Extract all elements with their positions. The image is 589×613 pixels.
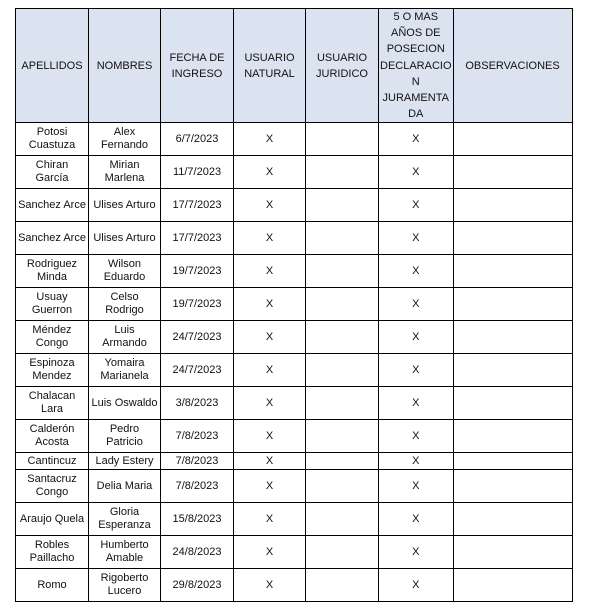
cell-fecha-de-ingreso: 15/8/2023 bbox=[161, 503, 234, 536]
cell-fecha-de-ingreso: 24/7/2023 bbox=[161, 321, 234, 354]
cell-usuario-juridico bbox=[306, 453, 379, 470]
cell-usuario-juridico bbox=[306, 536, 379, 569]
cell-declaracion-juramentada: X bbox=[379, 536, 454, 569]
cell-nombres: Mirian Marlena bbox=[89, 156, 161, 189]
cell-usuario-natural: X bbox=[234, 156, 306, 189]
cell-apellidos: Araujo Quela bbox=[16, 503, 89, 536]
cell-usuario-natural: X bbox=[234, 453, 306, 470]
cell-usuario-juridico bbox=[306, 354, 379, 387]
table-body bbox=[16, 123, 573, 602]
cell-usuario-natural: X bbox=[234, 536, 306, 569]
cell-usuario-natural: X bbox=[234, 420, 306, 453]
cell-apellidos: Sanchez Arce bbox=[16, 189, 89, 222]
cell-fecha-de-ingreso: 7/8/2023 bbox=[161, 470, 234, 503]
table-header bbox=[16, 9, 573, 123]
cell-observaciones bbox=[453, 569, 572, 602]
table-row bbox=[16, 123, 573, 156]
cell-observaciones bbox=[453, 503, 572, 536]
table-row bbox=[16, 222, 573, 255]
cell-apellidos: Espinoza Mendez bbox=[16, 354, 89, 387]
cell-observaciones bbox=[453, 123, 572, 156]
cell-fecha-de-ingreso: 6/7/2023 bbox=[161, 123, 234, 156]
header-usuario-juridico: USUARIO JURIDICO bbox=[306, 9, 379, 123]
cell-usuario-natural: X bbox=[234, 569, 306, 602]
cell-declaracion-juramentada: X bbox=[379, 288, 454, 321]
cell-apellidos: Chalacan Lara bbox=[16, 387, 89, 420]
cell-usuario-juridico bbox=[306, 470, 379, 503]
cell-observaciones bbox=[453, 288, 572, 321]
cell-usuario-natural: X bbox=[234, 222, 306, 255]
cell-usuario-natural: X bbox=[234, 189, 306, 222]
cell-nombres: Rigoberto Lucero bbox=[89, 569, 161, 602]
cell-fecha-de-ingreso: 19/7/2023 bbox=[161, 255, 234, 288]
cell-declaracion-juramentada: X bbox=[379, 503, 454, 536]
cell-nombres: Wilson Eduardo bbox=[89, 255, 161, 288]
header-row bbox=[16, 9, 573, 123]
cell-fecha-de-ingreso: 17/7/2023 bbox=[161, 222, 234, 255]
cell-fecha-de-ingreso: 3/8/2023 bbox=[161, 387, 234, 420]
table-row bbox=[16, 569, 573, 602]
cell-usuario-juridico bbox=[306, 420, 379, 453]
cell-apellidos: Méndez Congo bbox=[16, 321, 89, 354]
cell-apellidos: Santacruz Congo bbox=[16, 470, 89, 503]
cell-declaracion-juramentada: X bbox=[379, 420, 454, 453]
cell-observaciones bbox=[453, 387, 572, 420]
cell-usuario-juridico bbox=[306, 288, 379, 321]
cell-apellidos: Rodriguez Minda bbox=[16, 255, 89, 288]
cell-apellidos: Robles Paillacho bbox=[16, 536, 89, 569]
cell-nombres: Ulises Arturo bbox=[89, 222, 161, 255]
cell-declaracion-juramentada: X bbox=[379, 156, 454, 189]
cell-usuario-natural: X bbox=[234, 288, 306, 321]
cell-declaracion-juramentada: X bbox=[379, 470, 454, 503]
cell-declaracion-juramentada: X bbox=[379, 189, 454, 222]
table-row bbox=[16, 189, 573, 222]
cell-fecha-de-ingreso: 11/7/2023 bbox=[161, 156, 234, 189]
cell-nombres: Gloria Esperanza bbox=[89, 503, 161, 536]
cell-fecha-de-ingreso: 7/8/2023 bbox=[161, 453, 234, 470]
table-row bbox=[16, 387, 573, 420]
table-row bbox=[16, 288, 573, 321]
cell-usuario-juridico bbox=[306, 255, 379, 288]
header-nombres: NOMBRES bbox=[89, 9, 161, 123]
cell-nombres: Luis Oswaldo bbox=[89, 387, 161, 420]
cell-usuario-natural: X bbox=[234, 321, 306, 354]
cell-usuario-juridico bbox=[306, 503, 379, 536]
cell-fecha-de-ingreso: 29/8/2023 bbox=[161, 569, 234, 602]
cell-observaciones bbox=[453, 354, 572, 387]
cell-observaciones bbox=[453, 255, 572, 288]
cell-apellidos: Romo bbox=[16, 569, 89, 602]
cell-nombres: Pedro Patricio bbox=[89, 420, 161, 453]
cell-fecha-de-ingreso: 24/7/2023 bbox=[161, 354, 234, 387]
cell-apellidos: Chiran García bbox=[16, 156, 89, 189]
cell-declaracion-juramentada: X bbox=[379, 222, 454, 255]
cell-declaracion-juramentada: X bbox=[379, 255, 454, 288]
cell-apellidos: Usuay Guerron bbox=[16, 288, 89, 321]
cell-apellidos: Potosi Cuastuza bbox=[16, 123, 89, 156]
header-observaciones: OBSERVACIONES bbox=[453, 9, 572, 123]
cell-declaracion-juramentada: X bbox=[379, 321, 454, 354]
cell-declaracion-juramentada: X bbox=[379, 387, 454, 420]
cell-usuario-natural: X bbox=[234, 354, 306, 387]
header-declaracion-juramentada: 5 O MAS AÑOS DE POSECION DECLARACIO N JURAMENTA DA bbox=[379, 9, 454, 123]
cell-observaciones bbox=[453, 156, 572, 189]
table-row bbox=[16, 536, 573, 569]
cell-nombres: Celso Rodrigo bbox=[89, 288, 161, 321]
cell-observaciones bbox=[453, 420, 572, 453]
header-usuario-natural: USUARIO NATURAL bbox=[234, 9, 306, 123]
cell-observaciones bbox=[453, 536, 572, 569]
table-row bbox=[16, 156, 573, 189]
cell-fecha-de-ingreso: 7/8/2023 bbox=[161, 420, 234, 453]
cell-usuario-juridico bbox=[306, 189, 379, 222]
registry-table bbox=[15, 8, 573, 602]
cell-usuario-natural: X bbox=[234, 255, 306, 288]
cell-apellidos: Sanchez Arce bbox=[16, 222, 89, 255]
cell-fecha-de-ingreso: 17/7/2023 bbox=[161, 189, 234, 222]
cell-usuario-natural: X bbox=[234, 503, 306, 536]
cell-observaciones bbox=[453, 321, 572, 354]
cell-observaciones bbox=[453, 453, 572, 470]
cell-usuario-natural: X bbox=[234, 470, 306, 503]
cell-observaciones bbox=[453, 222, 572, 255]
cell-observaciones bbox=[453, 470, 572, 503]
cell-declaracion-juramentada: X bbox=[379, 569, 454, 602]
cell-nombres: Yomaira Marianela bbox=[89, 354, 161, 387]
header-fecha-de-ingreso: FECHA DE INGRESO bbox=[161, 9, 234, 123]
cell-fecha-de-ingreso: 19/7/2023 bbox=[161, 288, 234, 321]
table-row bbox=[16, 453, 573, 470]
cell-nombres: Lady Estery bbox=[89, 453, 161, 470]
cell-fecha-de-ingreso: 24/8/2023 bbox=[161, 536, 234, 569]
cell-usuario-juridico bbox=[306, 123, 379, 156]
cell-usuario-juridico bbox=[306, 569, 379, 602]
table-row bbox=[16, 420, 573, 453]
cell-nombres: Humberto Amable bbox=[89, 536, 161, 569]
cell-nombres: Delia Maria bbox=[89, 470, 161, 503]
cell-nombres: Alex Fernando bbox=[89, 123, 161, 156]
cell-apellidos: Calderón Acosta bbox=[16, 420, 89, 453]
table-row bbox=[16, 354, 573, 387]
table-row bbox=[16, 255, 573, 288]
header-apellidos: APELLIDOS bbox=[16, 9, 89, 123]
cell-usuario-juridico bbox=[306, 156, 379, 189]
cell-apellidos: Cantincuz bbox=[16, 453, 89, 470]
cell-usuario-natural: X bbox=[234, 387, 306, 420]
table-row bbox=[16, 503, 573, 536]
table-row bbox=[16, 321, 573, 354]
cell-declaracion-juramentada: X bbox=[379, 123, 454, 156]
table-row bbox=[16, 470, 573, 503]
cell-usuario-juridico bbox=[306, 222, 379, 255]
cell-observaciones bbox=[453, 189, 572, 222]
cell-usuario-juridico bbox=[306, 321, 379, 354]
cell-usuario-natural: X bbox=[234, 123, 306, 156]
cell-usuario-juridico bbox=[306, 387, 379, 420]
cell-declaracion-juramentada: X bbox=[379, 354, 454, 387]
cell-nombres: Ulises Arturo bbox=[89, 189, 161, 222]
cell-declaracion-juramentada: X bbox=[379, 453, 454, 470]
cell-nombres: Luis Armando bbox=[89, 321, 161, 354]
